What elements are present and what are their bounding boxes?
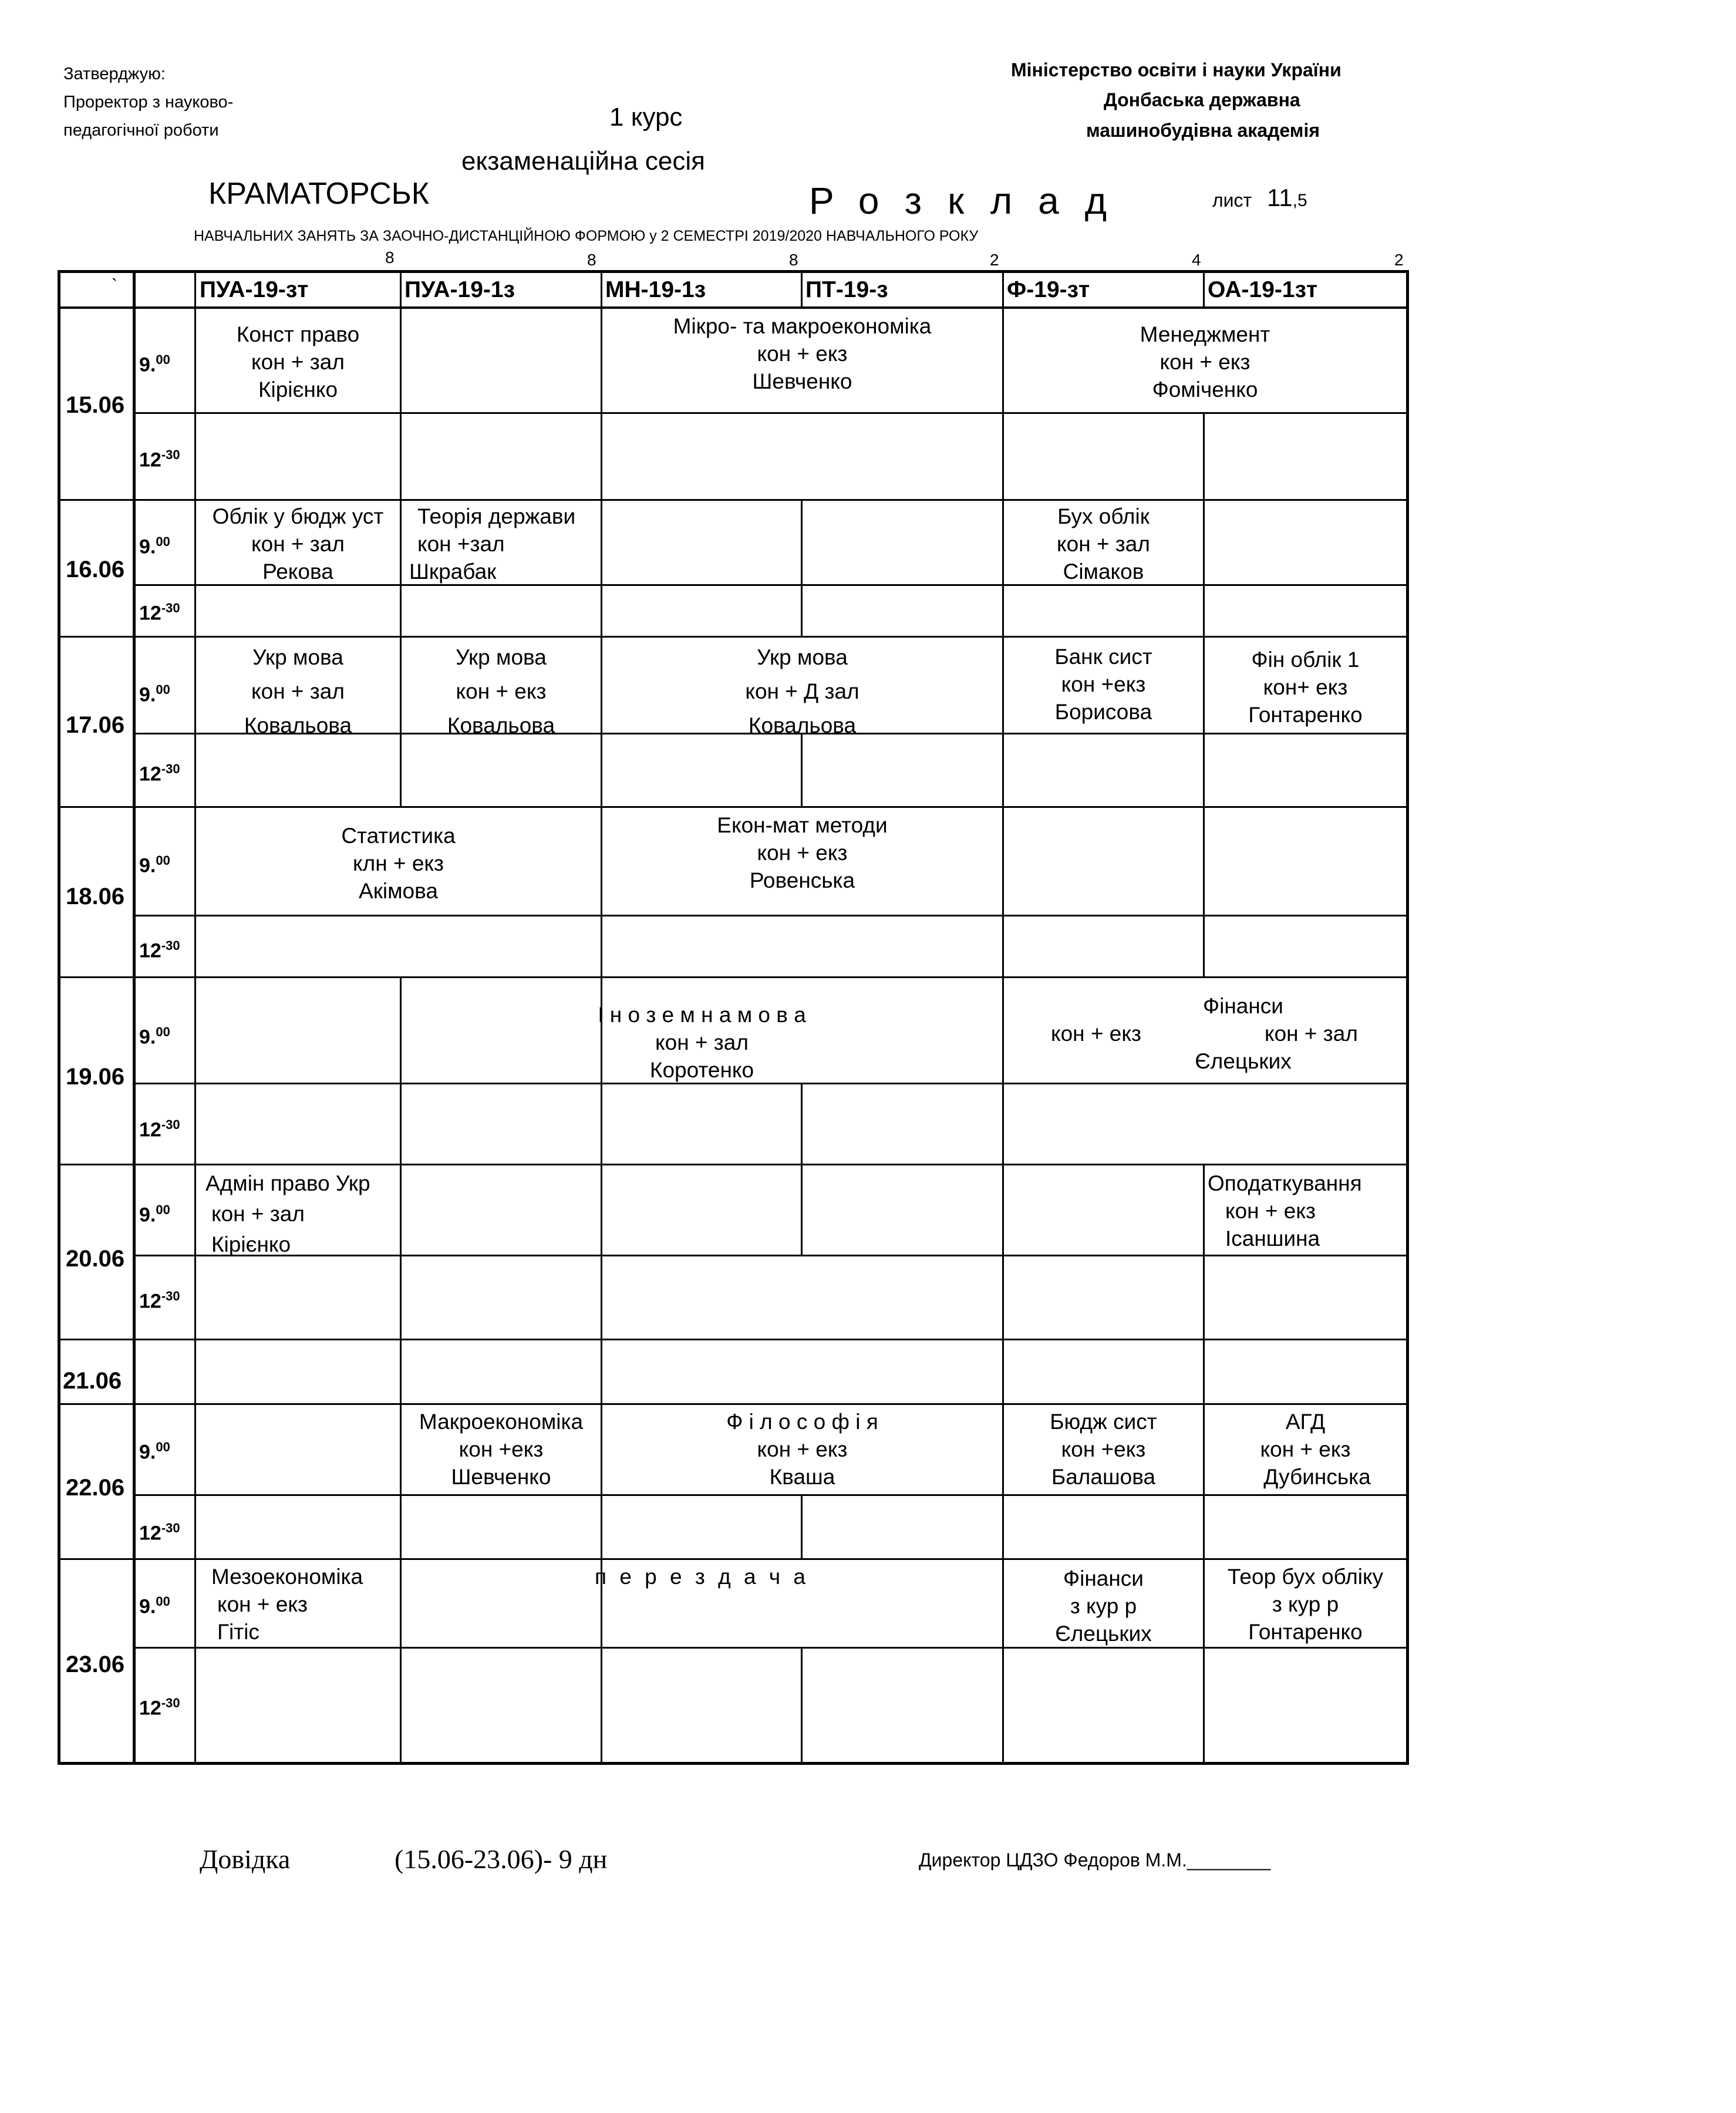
time-am: 9.00 xyxy=(139,853,170,877)
ministry-line1: Міністерство освіти і науки України xyxy=(1011,59,1341,80)
group-count: 8 xyxy=(789,251,798,269)
col-line xyxy=(801,499,803,636)
class-cell: Теор бух обліку з кур р Гонтаренко xyxy=(1227,1565,1384,1644)
approve-role-line1: Проректор з науково- xyxy=(63,93,234,112)
col-line xyxy=(801,733,803,806)
group-count: 4 xyxy=(1192,251,1201,269)
class-cell: Оподаткування кон + екз Ісаншина xyxy=(1208,1171,1362,1251)
subtitle: НАВЧАЛЬНИХ ЗАНЯТЬ ЗА ЗАОЧНО-ДИСТАНЦІЙНОЮ ФОРМОЮ у 2 СЕМЕСТРІ 2019/2020 НАВЧАЛЬНОГО РОКУ xyxy=(194,228,979,244)
group-header: ОА-19-1зт xyxy=(1208,277,1318,302)
table-border xyxy=(58,1762,1409,1765)
date-label: 23.06 xyxy=(66,1652,125,1677)
class-cell: Статистика клн + екз Акімова xyxy=(341,824,456,903)
col-line xyxy=(400,308,402,499)
time-pm: $12^{-30}$ xyxy=(139,1696,180,1720)
col-line xyxy=(400,1164,402,1403)
group-header: Ф-19-зт xyxy=(1007,277,1090,302)
time-am: 9.00 xyxy=(139,352,170,376)
group-header: МН-19-1з xyxy=(605,277,706,302)
date-label: 22.06 xyxy=(66,1475,125,1501)
row-line xyxy=(133,1647,1409,1649)
col-line xyxy=(1203,270,1205,308)
sheet-number: 11,5 xyxy=(1267,184,1307,211)
row-line xyxy=(133,915,1409,916)
class-cell: Мікро- та макроекономіка кон + екз Шевченко xyxy=(673,314,932,393)
date-label: 20.06 xyxy=(66,1246,125,1272)
time-am: 9.00 xyxy=(139,682,170,706)
time-pm: $12^{-30}$ xyxy=(139,1289,180,1313)
col-line xyxy=(1203,806,1205,976)
director-signature-line: Директор ЦДЗО Федоров М.М.________ xyxy=(919,1849,1271,1871)
row-line xyxy=(58,976,1409,978)
group-header: ПТ-19-з xyxy=(805,277,888,302)
group-header: ПУА-19-зт xyxy=(200,277,309,302)
class-cell: Адмін право Укр кон + зал Кірієнко xyxy=(205,1171,370,1256)
row-line xyxy=(58,1558,1409,1560)
class-cell: Мезоекономіка кон + екз Гітіс xyxy=(211,1565,363,1644)
class-cell: І н о з е м н а м о в а кон + зал Коротенко xyxy=(598,1003,806,1082)
class-cell: Банк сист кон +екз Борисова xyxy=(1054,645,1152,724)
subject-type: кон + екз xyxy=(1051,1022,1141,1046)
row-line xyxy=(58,636,1409,638)
col-line xyxy=(400,270,402,308)
col-line xyxy=(801,1494,803,1558)
time-pm: $12^{-30}$ xyxy=(139,938,180,962)
time-pm: $12^{-30}$ xyxy=(139,1521,180,1545)
corner-mark: ` xyxy=(112,276,117,295)
col-line xyxy=(801,270,803,308)
class-cell: Укр мова кон + Д зал Ковальова xyxy=(745,645,859,737)
session-label: екзаменаційна сесія xyxy=(461,147,705,176)
row-line xyxy=(58,306,1409,309)
row-line xyxy=(58,1403,1409,1405)
course-label: 1 курс xyxy=(609,103,683,132)
page-title: Розклад xyxy=(809,180,1133,222)
class-cell: Менеджмент кон + екз Фоміченко xyxy=(1140,322,1270,402)
class-cell: Облік у бюдж уст кон + зал Рекова xyxy=(212,504,384,584)
time-am: 9.00 xyxy=(139,1594,170,1618)
city-title: КРАМАТОРСЬК xyxy=(208,177,430,211)
ministry-line2: Донбаська державна xyxy=(1104,89,1300,110)
time-am: 9.00 xyxy=(139,1440,170,1464)
group-count: 2 xyxy=(1394,251,1404,269)
subject-type: кон + зал xyxy=(1265,1022,1358,1046)
row-line xyxy=(58,499,1409,501)
date-label: 18.06 xyxy=(66,884,125,909)
col-line xyxy=(1203,1164,1205,1403)
class-cell: Конст право кон + зал Кірієнко xyxy=(236,322,360,402)
class-cell: Бюдж сист кон +екз Балашова xyxy=(1050,1410,1157,1489)
class-cell: АГД кон + екз Дубинська xyxy=(1260,1410,1371,1489)
subject-title: Фінанси xyxy=(1203,994,1283,1018)
date-label: 15.06 xyxy=(66,392,125,418)
date-label: 19.06 xyxy=(66,1064,125,1090)
class-cell: Фін облік 1 кон+ екз Гонтаренко xyxy=(1248,648,1363,727)
teacher-name: Єлецьких xyxy=(1195,1049,1292,1073)
class-cell: Фінанси з кур р Єлецьких xyxy=(1055,1566,1152,1646)
time-pm: $12^{-30}$ xyxy=(139,1117,180,1141)
time-am: 9.00 xyxy=(139,1025,170,1049)
class-cell xyxy=(1004,992,1406,1080)
table-border xyxy=(58,270,1409,273)
col-line xyxy=(801,1083,803,1255)
col-line xyxy=(1203,412,1205,499)
time-pm: $12^{-30}$ xyxy=(139,447,180,471)
class-cell: Укр мова кон + екз Ковальова xyxy=(447,645,555,737)
time-am: 9.00 xyxy=(139,534,170,558)
group-count: 8 xyxy=(385,248,395,267)
group-count: 8 xyxy=(587,251,596,269)
table-border xyxy=(1406,270,1409,1765)
table-border xyxy=(58,270,60,1765)
ministry-line3: машинобудівна академія xyxy=(1086,120,1320,141)
class-cell: Бух облік кон + зал Сімаков xyxy=(1057,504,1150,584)
sheet-label: лист xyxy=(1212,190,1252,211)
class-cell: Ф і л о с о ф і я кон + екз Кваша xyxy=(726,1410,878,1489)
group-header: ПУА-19-1з xyxy=(404,277,515,302)
time-pm: $12^{-30}$ xyxy=(139,761,180,786)
date-label: 21.06 xyxy=(63,1368,122,1394)
retake-label: п е р е з д а ч а xyxy=(595,1565,809,1589)
row-line xyxy=(58,1339,1409,1340)
approve-label: Затверджую: xyxy=(63,65,166,83)
row-line xyxy=(58,806,1409,808)
note-value: (15.06-23.06)- 9 дн xyxy=(395,1844,608,1874)
col-line xyxy=(801,1647,803,1765)
date-label: 17.06 xyxy=(66,712,125,738)
time-pm: $12^{-30}$ xyxy=(139,601,180,625)
date-label: 16.06 xyxy=(66,557,125,582)
row-line xyxy=(133,1494,1409,1496)
approve-role-line2: педагогічної роботи xyxy=(63,121,219,140)
class-cell: Укр мова кон + зал Ковальова xyxy=(244,645,352,737)
class-cell: Екон-мат методи кон + екз Ровенська xyxy=(717,813,888,892)
row-line xyxy=(133,412,1409,414)
time-am: 9.00 xyxy=(139,1202,170,1226)
col-line xyxy=(133,270,136,1765)
row-line xyxy=(58,1164,1409,1165)
class-cell: Теорія держави кон +зал Шкрабак xyxy=(409,504,576,584)
group-count: 2 xyxy=(990,251,999,269)
class-cell: Макроекономіка кон +екз Шевченко xyxy=(419,1410,584,1489)
note-label: Довідка xyxy=(200,1844,291,1874)
col-line xyxy=(194,270,196,1765)
